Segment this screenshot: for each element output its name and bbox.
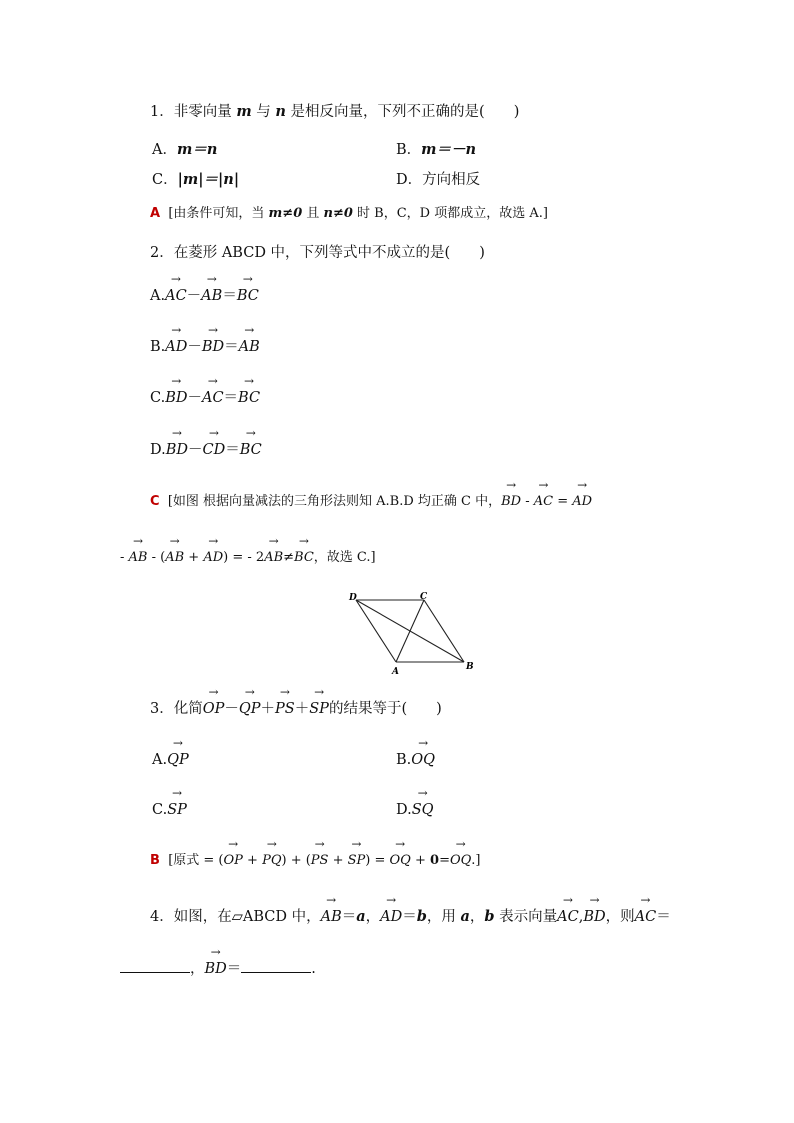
- vertex-label-b: B: [466, 662, 474, 672]
- answer-blank-bd[interactable]: [241, 958, 311, 973]
- minus-sign: －: [187, 339, 202, 355]
- q2-answer: C: [150, 494, 160, 509]
- q4-answer-line: [120, 958, 316, 979]
- vector-ad: → AD: [165, 337, 187, 357]
- q1-option-b-label: B．: [396, 142, 422, 158]
- q1-option-c-label: C．: [152, 172, 178, 188]
- answer-blank-ac[interactable]: [120, 958, 190, 973]
- vector-bc: → BC: [240, 440, 262, 460]
- q2-sol-text: [如图 根据向量减法的三角形法则知 A.B.D 均正确 C 中，: [167, 494, 502, 509]
- q3-stem: [150, 699, 442, 719]
- vector-sp: → SP: [167, 800, 187, 820]
- vector-ab: → AB: [264, 548, 283, 568]
- equals-sign: ＝: [225, 442, 240, 458]
- equals-sign: =: [439, 853, 450, 868]
- comma: ，: [469, 909, 485, 925]
- q2-option-b-label: B.: [150, 339, 166, 355]
- vector-bd: → BD: [205, 959, 227, 979]
- q1-option-a-label: A．: [152, 142, 177, 158]
- q2-sol-op: - (: [147, 550, 166, 565]
- vector-oq: → OQ: [450, 851, 471, 871]
- rhombus-lines: [356, 600, 464, 662]
- q1-stem: [150, 102, 519, 122]
- equals-sign: ＝: [341, 909, 357, 925]
- equals-sign: ＝: [402, 909, 417, 925]
- q2-sol-end: ，故选 C.]: [313, 550, 376, 565]
- q1-stem-text-2: 与: [251, 104, 276, 120]
- q1-option-c-expr: |m|＝|n|: [177, 171, 240, 188]
- not-equal-sign: ≠: [283, 550, 295, 565]
- q3-solution: [150, 851, 481, 871]
- q2-sol-mid: ) = - 2: [223, 550, 265, 565]
- minus-sign: －: [187, 390, 202, 406]
- vector-ac: → AC: [534, 492, 553, 512]
- vector-ad: → AD: [203, 548, 223, 568]
- q3-answer: B: [150, 853, 160, 868]
- plus-sign: +: [184, 550, 204, 565]
- var-a: a: [460, 908, 470, 925]
- vector-ab: → AB: [321, 907, 342, 927]
- minus-sign: -: [120, 550, 129, 565]
- q1-option-d-text: 方向相反: [422, 172, 481, 188]
- q3-option-d: [396, 800, 434, 820]
- vertex-label-d: D: [349, 593, 357, 603]
- q3-option-c-label: C.: [152, 802, 168, 818]
- q2-solution-line2: [120, 548, 376, 568]
- vector-ps: → PS: [311, 851, 329, 871]
- vector-ab: → AB: [165, 548, 184, 568]
- edge-cb: [424, 600, 464, 662]
- comma: ，: [365, 909, 381, 925]
- q1-sol-text-3: 时 B，C，D 项都成立，故选 A.]: [352, 206, 548, 221]
- vector-sp: → SP: [309, 699, 329, 719]
- equals-sign: ＝: [226, 961, 242, 977]
- rhombus-figure: [340, 588, 480, 678]
- vector-cd: → CD: [203, 440, 226, 460]
- q1-var-m: m: [236, 103, 252, 120]
- equals-sign: =: [553, 494, 573, 509]
- vector-ps: → PS: [275, 699, 295, 719]
- q2-option-d: [150, 440, 262, 460]
- q4-text-3: ，则: [605, 909, 635, 925]
- vector-bd: → BD: [583, 907, 605, 927]
- plus-sign: ＋: [294, 701, 310, 717]
- q3-option-b: [396, 750, 435, 770]
- q1-option-a: [152, 140, 217, 160]
- vector-pq: → PQ: [262, 851, 281, 871]
- q1-option-b: [396, 140, 476, 160]
- equals-sign: ＝: [222, 288, 237, 304]
- q3-option-c: [152, 800, 187, 820]
- q1-sol-text-2: 且: [302, 206, 324, 221]
- vector-bd: → BD: [166, 440, 188, 460]
- equals-sign: ＝: [223, 390, 239, 406]
- q4-stem-text: 4．如图，在▱ABCD 中，: [150, 909, 321, 925]
- q1-option-c: [152, 170, 239, 190]
- vector-bd: → BD: [202, 337, 224, 357]
- vector-bc: → BC: [294, 548, 314, 568]
- q3-sol-text: [原式 = (: [168, 853, 224, 868]
- vector-bc: → BC: [238, 388, 260, 408]
- vector-ac: → AC: [165, 286, 187, 306]
- minus-sign: －: [186, 288, 202, 304]
- q2-solution-line1: [150, 492, 592, 512]
- q1-sol-n: n≠0: [323, 206, 353, 221]
- minus-sign: -: [521, 494, 534, 509]
- q1-var-n: n: [275, 103, 286, 120]
- q2-option-c: [150, 388, 260, 408]
- q1-stem-text: 1．非零向量: [150, 104, 237, 120]
- diagonal-ac: [396, 600, 424, 662]
- q3-sol-end: .]: [471, 853, 481, 868]
- q2-option-a: [150, 286, 259, 306]
- vector-qp: → QP: [239, 699, 261, 719]
- vector-qp: → QP: [167, 750, 189, 770]
- q3-option-d-label: D.: [396, 802, 412, 818]
- vector-ad: → AD: [572, 492, 592, 512]
- equals-sign: ＝: [656, 909, 671, 925]
- vector-bc: → BC: [237, 286, 259, 306]
- q1-sol-m: m≠0: [268, 206, 303, 221]
- comma: ，: [190, 961, 205, 977]
- vector-bd: → BD: [501, 492, 521, 512]
- vector-op: → OP: [203, 699, 225, 719]
- vector-bd: → BD: [165, 388, 187, 408]
- q3-stem-text: 3．化简: [150, 701, 203, 717]
- vector-ac: → AC: [635, 907, 657, 927]
- zero-vector: 0: [430, 853, 440, 868]
- vector-ac: → AC: [557, 907, 579, 927]
- minus-sign: －: [188, 442, 203, 458]
- q1-answer: A: [150, 206, 161, 221]
- q3-option-a: [152, 750, 189, 770]
- q2-option-d-label: D.: [150, 442, 166, 458]
- q1-sol-text: [由条件可知，当: [168, 206, 269, 221]
- q1-option-d: [396, 170, 480, 190]
- q3-stem-text-2: 的结果等于( ): [328, 701, 442, 717]
- q4-stem: [150, 907, 671, 927]
- var-a: a: [356, 908, 366, 925]
- q4-text-2: 表示向量: [494, 909, 558, 925]
- q3-sol-op: ) + (: [281, 853, 311, 868]
- vector-op: → OP: [224, 851, 243, 871]
- plus-sign: +: [410, 853, 431, 868]
- var-b: b: [484, 908, 495, 925]
- plus-sign: +: [328, 853, 348, 868]
- vector-oq: → OQ: [411, 750, 435, 770]
- vector-sq: → SQ: [412, 800, 434, 820]
- vertex-label-c: C: [420, 592, 428, 602]
- q1-option-a-expr: m＝n: [176, 141, 218, 158]
- vector-ac: → AC: [202, 388, 224, 408]
- var-b: b: [416, 908, 427, 925]
- equals-sign: ＝: [224, 339, 239, 355]
- q1-option-d-label: D．: [396, 172, 423, 188]
- period: .: [311, 961, 316, 977]
- edge-ad: [356, 600, 396, 662]
- vector-ab: → AB: [239, 337, 260, 357]
- q2-option-a-label: A.: [150, 288, 166, 304]
- q2-stem: 2．在菱形 ABCD 中，下列等式中不成立的是( ): [150, 245, 485, 261]
- plus-sign: ＋: [260, 701, 276, 717]
- vector-oq: → OQ: [390, 851, 411, 871]
- plus-sign: +: [242, 853, 263, 868]
- vector-ab: → AB: [201, 286, 222, 306]
- q1-stem-text-3: 是相反向量，下列不正确的是( ): [285, 104, 520, 120]
- q3-option-b-label: B.: [396, 752, 412, 768]
- q3-option-a-label: A.: [152, 752, 168, 768]
- vector-sp: → SP: [348, 851, 366, 871]
- q4-text: ，用: [426, 909, 461, 925]
- vector-ad: → AD: [380, 907, 402, 927]
- vector-ab: → AB: [129, 548, 148, 568]
- q2-option-c-label: C.: [150, 390, 166, 406]
- minus-sign: －: [224, 701, 239, 717]
- q1-solution: [150, 204, 548, 224]
- vertex-label-a: A: [392, 667, 399, 677]
- q1-option-b-expr: m＝－n: [421, 141, 477, 158]
- q2-option-b: [150, 337, 260, 357]
- q3-sol-op-2: ) =: [365, 853, 390, 868]
- comma: ,: [578, 909, 584, 925]
